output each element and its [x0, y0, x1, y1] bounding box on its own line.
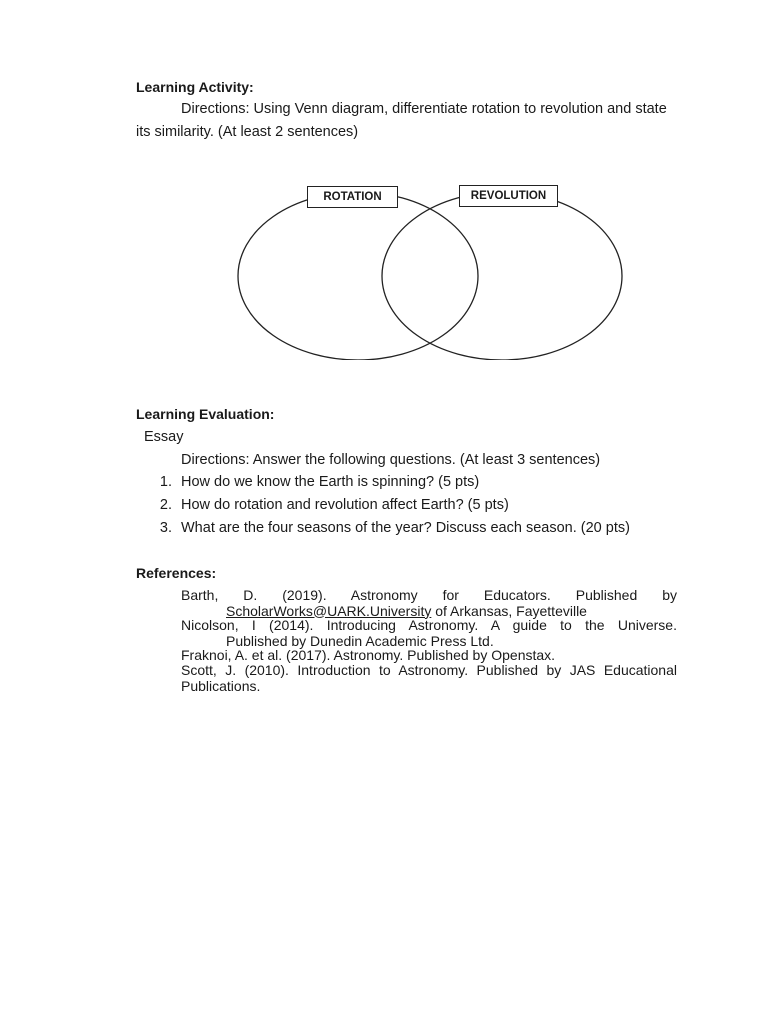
venn-circles [236, 170, 626, 360]
reference-line-rest: of Arkansas, Fayetteville [431, 602, 587, 619]
venn-diagram [236, 170, 626, 360]
evaluation-heading: Learning Evaluation: [136, 406, 275, 422]
evaluation-directions: Directions: Answer the following questions. (At least 3 sentences) [181, 452, 601, 468]
list-item [0, 520, 768, 538]
evaluation-type: Essay [144, 429, 184, 445]
question-text: How do rotation and revolution affect Earth? (5 pts) [181, 497, 509, 513]
activity-heading: Learning Activity: [136, 79, 254, 95]
reference-item [181, 663, 677, 694]
reference-item [181, 618, 677, 649]
question-text: How do we know the Earth is spinning? (5 pts) [181, 474, 480, 490]
reference-line: Barth, D. (2019). Astronomy for Educators. Published by [181, 587, 677, 603]
reference-line-2: Publications. [181, 677, 261, 694]
references-heading: References: [136, 565, 217, 581]
reference-line: Nicolson, I (2014). Introducing Astronomy. A guide to the Universe. [181, 617, 677, 633]
list-item [0, 497, 768, 515]
reference-line: Scott, J. (2010). Introduction to Astronomy. Published by JAS Educational [181, 662, 677, 678]
reference-item [181, 588, 677, 619]
rotation-label: ROTATION [307, 186, 398, 208]
revolution-label: REVOLUTION [459, 185, 558, 207]
reference-line: Fraknoi, A. et al. (2017). Astronomy. Published by Openstax. [181, 647, 556, 663]
rotation-circle [238, 192, 478, 360]
question-number: 3. [159, 520, 172, 536]
list-item [0, 474, 768, 492]
question-text: What are the four seasons of the year? Discuss each season. (20 pts) [181, 520, 630, 536]
question-number: 1. [159, 474, 172, 490]
reference-line-2: Published by Dunedin Academic Press Ltd. [226, 632, 494, 649]
revolution-circle [382, 192, 622, 360]
question-number: 2. [159, 497, 172, 513]
reference-link[interactable]: ScholarWorks@UARK.University [226, 602, 432, 619]
activity-directions-line2: its similarity. (At least 2 sentences) [136, 124, 359, 140]
activity-directions-line1: Directions: Using Venn diagram, differentiate rotation to revolution and state [181, 101, 667, 117]
